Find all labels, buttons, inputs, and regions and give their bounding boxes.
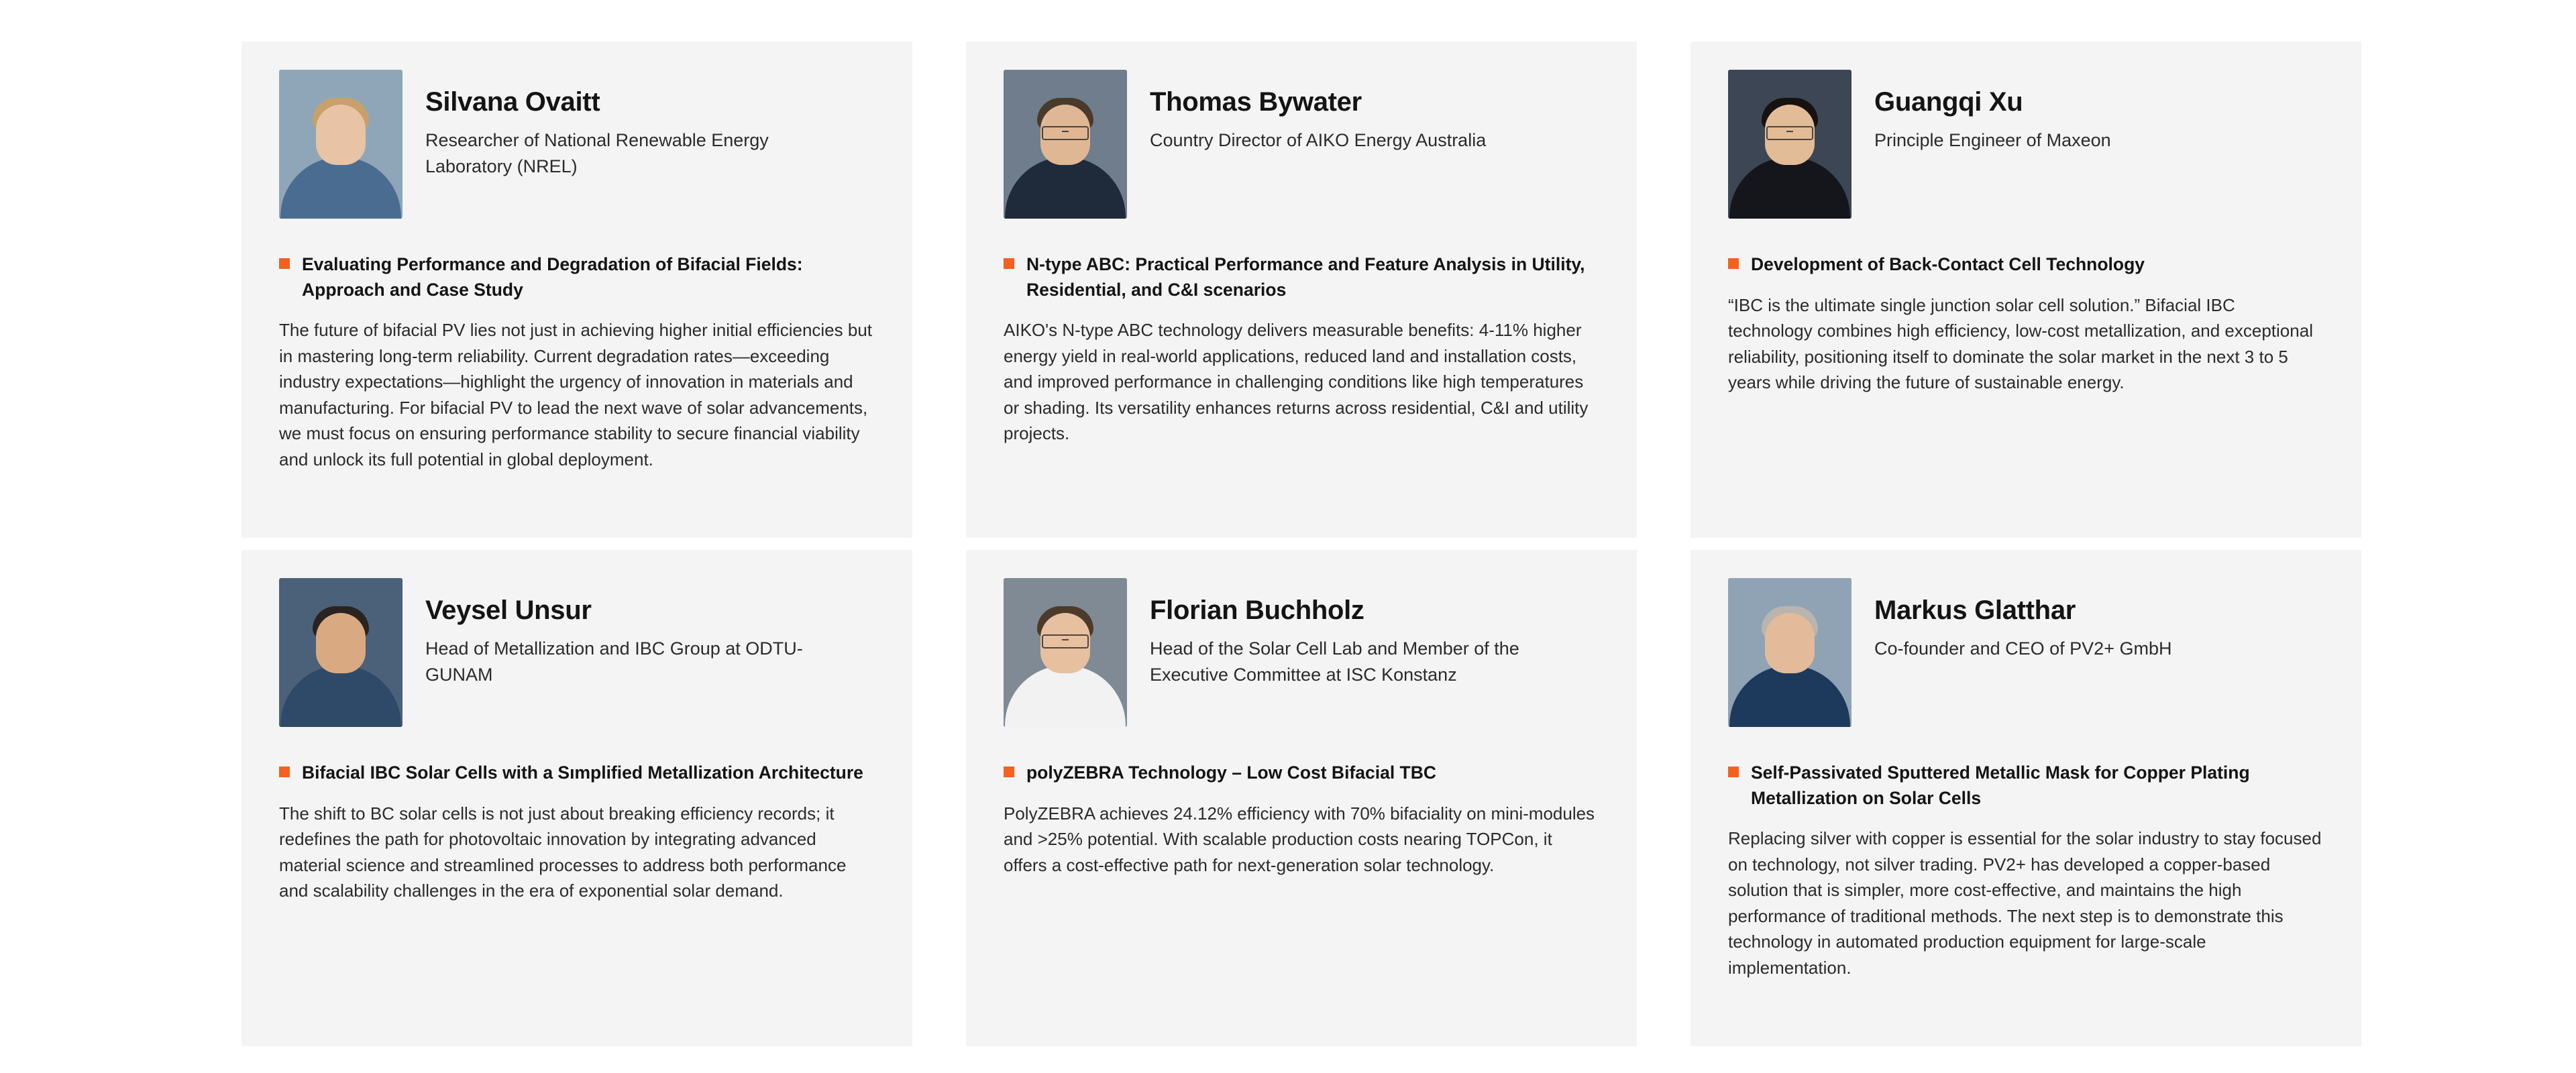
speaker-header bbox=[1004, 578, 1599, 732]
speaker-description: Replacing silver with copper is essential for the solar industry to stay focused on technology, not silver trading. PV2+ has developed a copper-based solution that is simpler, more cost-effective, and maintains the high performance of traditional methods. The next step is to demonstrate this technology in automated production equipment for large-scale implementation. bbox=[1728, 828, 2322, 978]
speaker-description: The future of bifacial PV lies not just in achieving higher initial efficiencies but in mastering long-term reliability. Current degradation rates—exceeding industry expectations—highlight the urgency of innovation in materials and manufacturing. For bifacial PV to lead the next wave of solar advancements, we must focus on ensuring performance stability to secure financial viability and unlock its full potential in global deployment. bbox=[279, 320, 873, 469]
square-bullet-icon bbox=[1004, 767, 1014, 777]
speaker-identity bbox=[425, 70, 855, 180]
speaker-identity bbox=[425, 578, 855, 688]
speaker-name: Veysel Unsur bbox=[425, 596, 592, 625]
speaker-topic-row bbox=[1004, 760, 1599, 786]
speaker-header bbox=[1004, 70, 1599, 224]
speaker-topic-row bbox=[1728, 760, 2324, 811]
square-bullet-icon bbox=[1728, 258, 1739, 269]
speaker-name: Silvana Ovaitt bbox=[425, 87, 600, 117]
square-bullet-icon bbox=[1004, 258, 1014, 269]
speaker-topic: Evaluating Performance and Degradation of Bifacial Fields: Approach and Case Study bbox=[302, 254, 803, 300]
speaker-description: The shift to BC solar cells is not just about breaking efficiency records; it redefines the path for photovoltaic innovation by integrating advanced material science and streamlined processes to address both performance and scalability challenges in the era of exponential solar demand. bbox=[279, 803, 847, 901]
speaker-topic: Development of Back-Contact Cell Technology bbox=[1751, 254, 2145, 274]
speaker-topic: N-type ABC: Practical Performance and Feature Analysis in Utility, Residential, and C&I scenarios bbox=[1026, 254, 1585, 300]
speaker-topic-row bbox=[279, 760, 875, 786]
speaker-card bbox=[241, 550, 912, 1046]
speaker-card bbox=[966, 550, 1637, 1046]
portrait-markus-glatthar bbox=[1728, 578, 1851, 727]
speaker-description: PolyZEBRA achieves 24.12% efficiency with 70% bifaciality on mini-modules and >25% potential. With scalable production costs nearing TOPCon, it offers a cost-effective path for next-generation solar technology. bbox=[1004, 803, 1595, 875]
speaker-identity bbox=[1150, 578, 1579, 688]
speaker-name: Thomas Bywater bbox=[1150, 87, 1362, 117]
speaker-card bbox=[1690, 550, 2361, 1046]
speaker-topic-row bbox=[1004, 252, 1599, 302]
portrait-thomas-bywater bbox=[1004, 70, 1127, 219]
portrait-veysel-unsur bbox=[279, 578, 402, 727]
speaker-role: Principle Engineer of Maxeon bbox=[1874, 130, 2111, 150]
square-bullet-icon bbox=[1728, 767, 1739, 777]
speaker-topic: polyZEBRA Technology – Low Cost Bifacial TBC bbox=[1026, 763, 1437, 783]
speaker-identity bbox=[1874, 70, 2111, 154]
speaker-header bbox=[279, 578, 875, 732]
portrait-florian-buchholz bbox=[1004, 578, 1127, 727]
speaker-card bbox=[241, 42, 912, 538]
speaker-topic: Bifacial IBC Solar Cells with a Sımplified Metallization Architecture bbox=[302, 763, 863, 783]
speaker-role: Head of Metallization and IBC Group at ODTU-GUNAM bbox=[425, 638, 803, 685]
speaker-topic-row bbox=[279, 252, 875, 302]
speaker-role: Researcher of National Renewable Energy Laboratory (NREL) bbox=[425, 130, 769, 177]
square-bullet-icon bbox=[279, 258, 290, 269]
speaker-identity bbox=[1874, 578, 2171, 662]
speaker-header bbox=[279, 70, 875, 224]
speaker-identity bbox=[1150, 70, 1486, 154]
speaker-topic-row bbox=[1728, 252, 2324, 278]
portrait-guangqi-xu bbox=[1728, 70, 1851, 219]
speaker-card bbox=[966, 42, 1637, 538]
speaker-description: AIKO's N-type ABC technology delivers measurable benefits: 4-11% higher energy yield in real-world applications, reduced land and installation costs, and improved performance in challenging conditions like high temperatures or shading. Its versatility enhances returns across residential, C&I and utility projects. bbox=[1004, 320, 1589, 444]
speaker-name: Florian Buchholz bbox=[1150, 596, 1364, 625]
speaker-header bbox=[1728, 578, 2324, 732]
speaker-role: Country Director of AIKO Energy Australia bbox=[1150, 130, 1487, 150]
speaker-topic: Self-Passivated Sputtered Metallic Mask for Copper Plating Metallization on Solar Cells bbox=[1751, 763, 2250, 808]
portrait-silvana-ovaitt bbox=[279, 70, 402, 219]
speaker-header bbox=[1728, 70, 2324, 224]
square-bullet-icon bbox=[279, 767, 290, 777]
speaker-role: Head of the Solar Cell Lab and Member of the Executive Committee at ISC Konstanz bbox=[1150, 638, 1519, 685]
speaker-name: Guangqi Xu bbox=[1874, 87, 2023, 117]
speaker-name: Markus Glatthar bbox=[1874, 596, 2076, 625]
speaker-description: “IBC is the ultimate single junction solar cell solution.” Bifacial IBC technology combines high efficiency, low-cost metallization, and exceptional reliability, positioning itself to dominate the solar market in the next 3 to 5 years while driving the future of sustainable energy. bbox=[1728, 294, 2313, 393]
speaker-card bbox=[1690, 42, 2361, 538]
speaker-role: Co-founder and CEO of PV2+ GmbH bbox=[1874, 638, 2172, 659]
